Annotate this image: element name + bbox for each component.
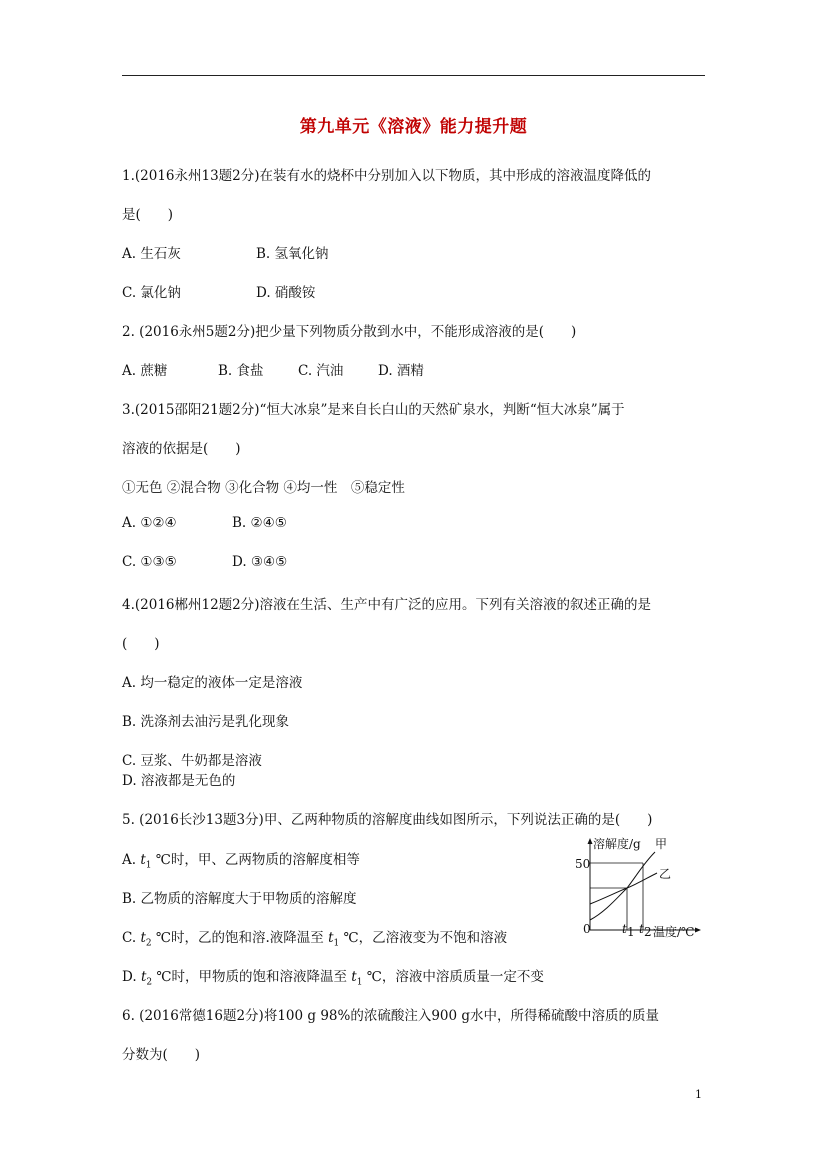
page-number: 1 — [695, 1088, 702, 1101]
q1-stem-line1: 1.(2016永州13题2分)在装有水的烧杯中分别加入以下物质，其中形成的溶液温度降低的 — [122, 168, 652, 184]
y-axis-label: 溶解度/g — [593, 837, 641, 851]
q5-option-a: A. $t_1$ ℃时，甲、乙两物质的溶解度相等 — [122, 852, 360, 871]
y-axis-arrow — [588, 838, 593, 844]
q2-option-b: B. 食盐 — [218, 363, 264, 379]
q6-stem-line1: 6. (2016常德16题2分)将100 g 98%的浓硫酸注入900 g水中，所得稀硫酸中溶质的质量 — [122, 1008, 660, 1024]
x-tick-t1: t — [622, 922, 627, 936]
page-title: 第九单元《溶液》能力提升题 — [299, 117, 528, 137]
q5-option-b: B. 乙物质的溶解度大于甲物质的溶解度 — [122, 891, 357, 907]
x-tick-t1-sub: 1 — [627, 925, 635, 939]
q2-option-c: C. 汽油 — [298, 363, 344, 379]
curve-yi — [590, 873, 657, 904]
q2-stem: 2. (2016永州5题2分)把少量下列物质分散到水中，不能形成溶液的是( ) — [122, 324, 577, 340]
q3-option-d: D. ③④⑤ — [232, 554, 288, 570]
q3-option-c: C. ①③⑤ — [122, 554, 177, 570]
q1-option-b: B. 氢氧化钠 — [256, 246, 329, 262]
header-rule — [122, 75, 705, 76]
q3-stem-line1: 3.(2015邵阳21题2分)“恒大冰泉”是来自长白山的天然矿泉水，判断“恒大冰泉”属于 — [122, 402, 625, 418]
curve-jia — [590, 852, 655, 920]
q2-option-d: D. 酒精 — [378, 363, 424, 379]
q3-stem-line2: 溶液的依据是( ) — [122, 441, 241, 457]
x-axis-arrow — [695, 928, 701, 933]
solubility-curve-figure — [575, 832, 710, 940]
q1-option-a: A. 生石灰 — [122, 246, 181, 262]
q5-stem: 5. (2016长沙13题3分)甲、乙两种物质的溶解度曲线如图所示，下列说法正确的是( ) — [122, 812, 653, 828]
q1-option-d: D. 硝酸铵 — [256, 285, 316, 301]
series-label-jia: 甲 — [655, 837, 668, 851]
q5-option-d: D. $t_2$ ℃时，甲物质的饱和溶液降温至 $t_1$ ℃，溶液中溶质质量一定不变 — [122, 969, 544, 988]
q3-items: ①无色 ②混合物 ③化合物 ④均一性 ⑤稳定性 — [122, 480, 405, 496]
q5-option-c: C. $t_2$ ℃时，乙的饱和溶.液降温至 $t_1$ ℃，乙溶液变为不饱和溶液 — [122, 930, 508, 949]
q3-option-b: B. ②④⑤ — [232, 515, 287, 531]
q4-option-b: B. 洗涤剂去油污是乳化现象 — [122, 714, 290, 730]
q6-stem-line2: 分数为( ) — [122, 1047, 201, 1063]
x-tick-t2-sub: 2 — [644, 925, 652, 939]
x-axis-label: 温度/℃ — [653, 925, 695, 939]
y-tick-50: 50 — [575, 857, 591, 871]
x-tick-t2: t — [639, 922, 644, 936]
origin-label: 0 — [583, 922, 591, 936]
q4-option-a: A. 均一稳定的液体一定是溶液 — [122, 675, 303, 691]
q1-stem-line2: 是( ) — [122, 207, 174, 223]
q3-option-a: A. ①②④ — [122, 515, 177, 531]
q1-option-c: C. 氯化钠 — [122, 285, 181, 301]
q4-option-d: D. 溶液都是无色的 — [122, 773, 236, 789]
series-label-yi: 乙 — [659, 867, 672, 881]
q4-stem-line1: 4.(2016郴州12题2分)溶液在生活、生产中有广泛的应用。下列有关溶液的叙述正确的是 — [122, 597, 652, 613]
q4-stem-line2: ( ) — [122, 636, 160, 652]
q2-option-a: A. 蔗糖 — [122, 363, 168, 379]
q4-option-c: C. 豆浆、牛奶都是溶液 — [122, 753, 262, 769]
